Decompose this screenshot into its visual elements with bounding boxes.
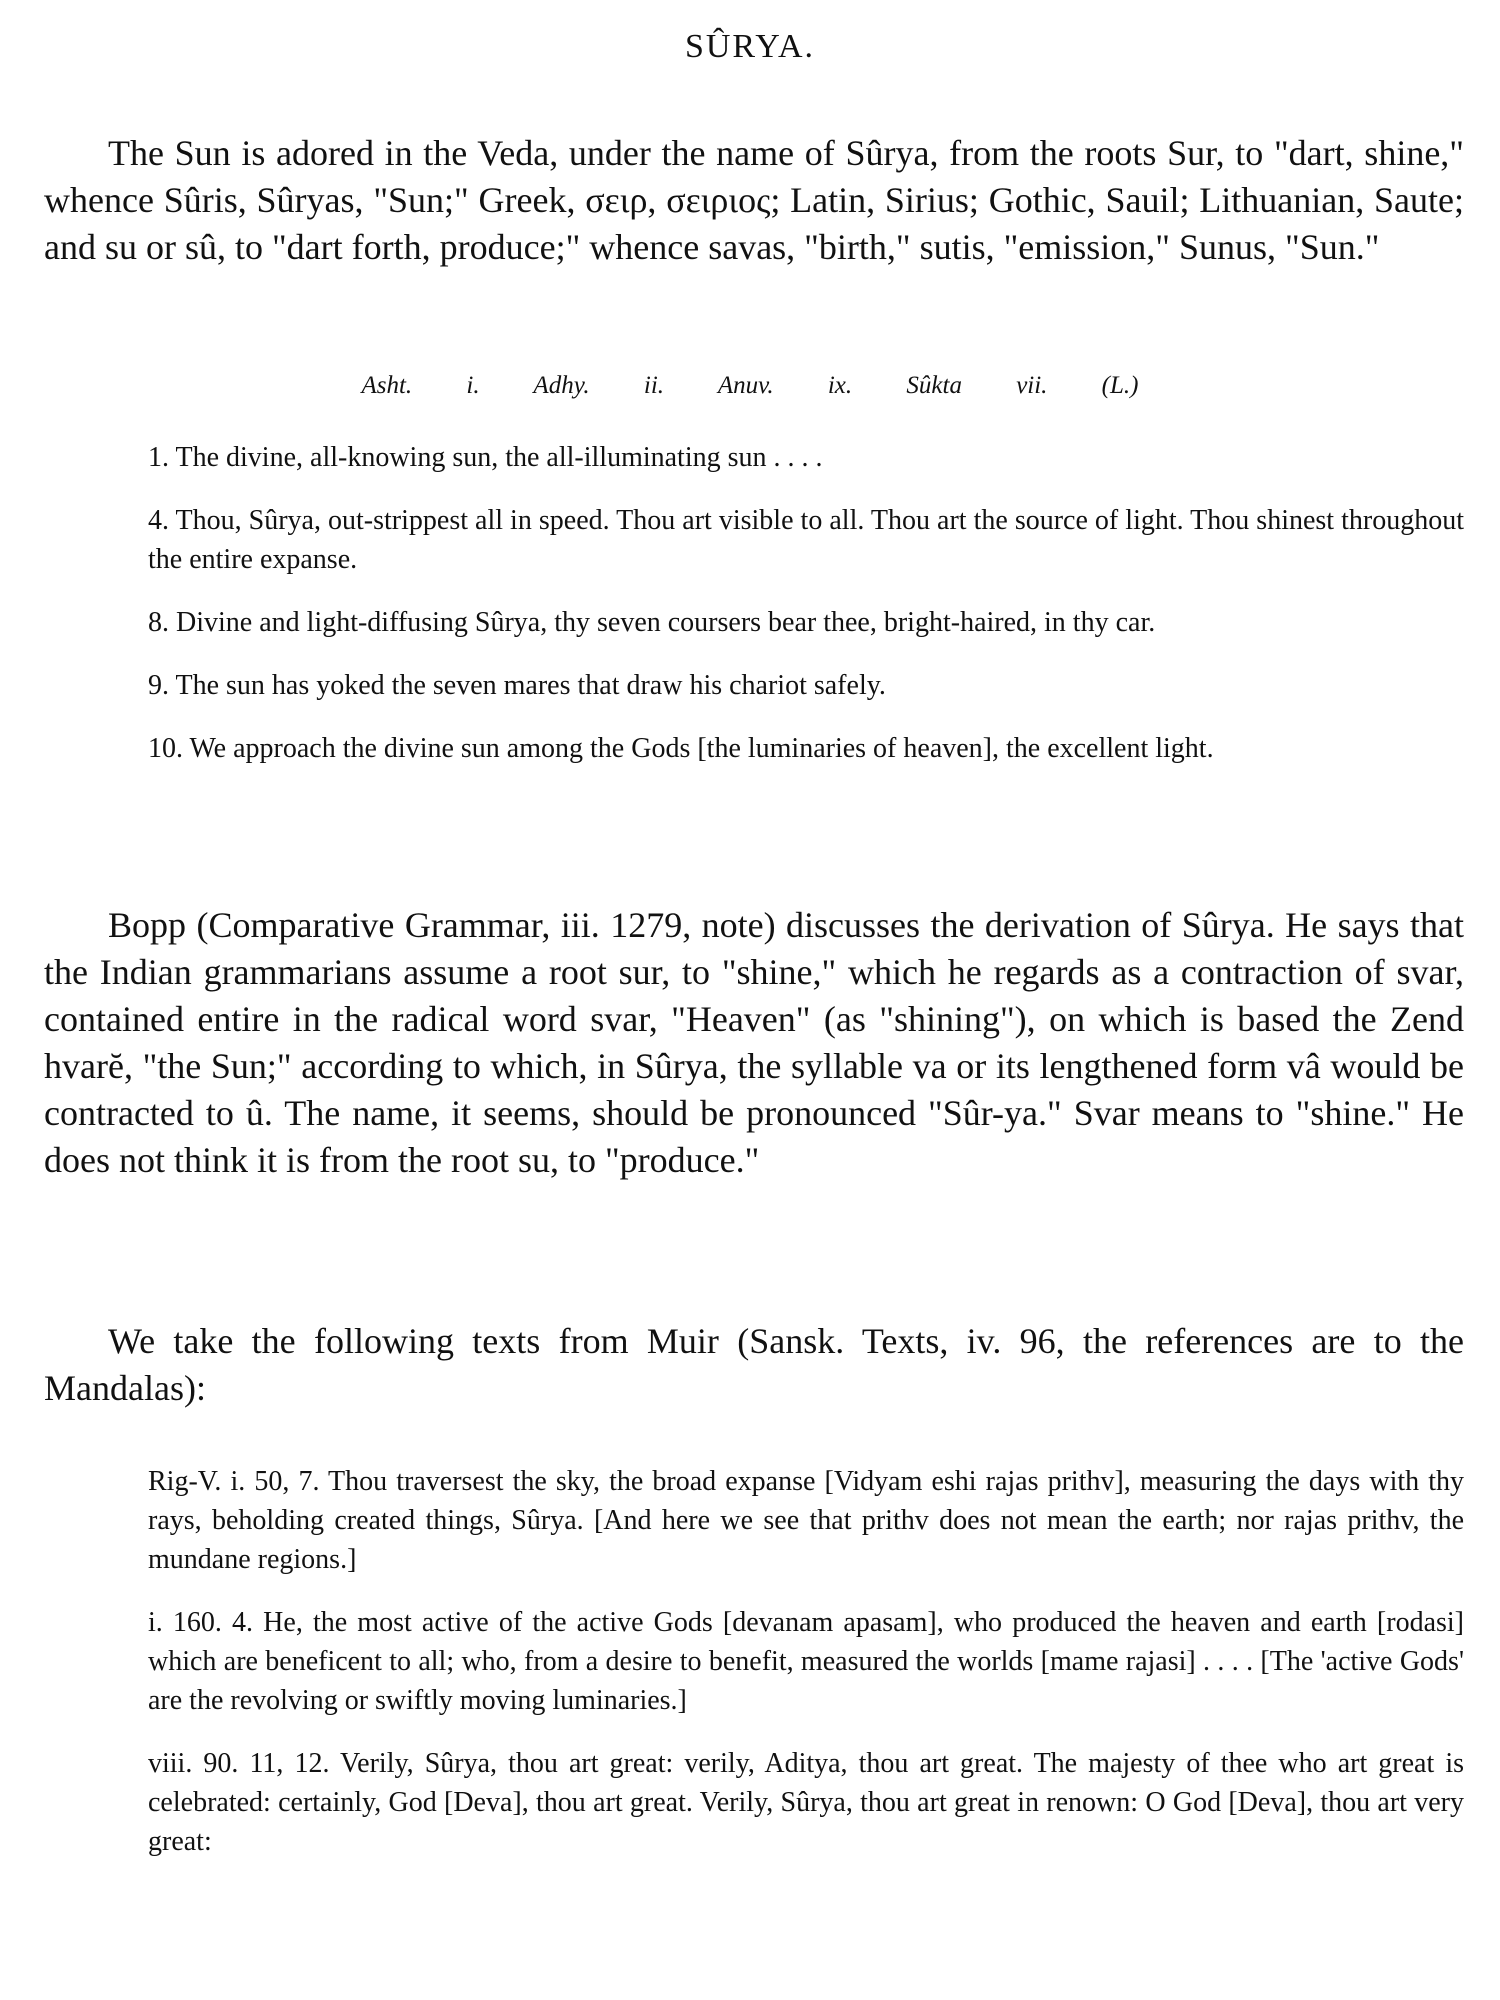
muir-intro-text: We take the following texts from Muir (Sansk. Texts, iv. 96, the references are to the Mandalas):: [44, 1321, 1464, 1408]
page-title: SÛRYA.: [684, 28, 816, 65]
muir-intro-paragraph: [44, 1318, 1464, 1412]
bopp-paragraph: [44, 902, 1464, 1184]
verse-item: 10. We approach the divine sun among the Gods [the luminaries of heaven], the excellent light.: [148, 733, 1214, 764]
muir-texts-block: [148, 1462, 1464, 1861]
intro-paragraph: [44, 130, 1464, 271]
verse-item: 4. Thou, Sûrya, out-strippest all in speed. Thou art visible to all. Thou art the source of light. Thou shinest throughout the entire expanse.: [148, 505, 1464, 575]
verse-item: 8. Divine and light-diffusing Sûrya, thy seven coursers bear thee, bright-haired, in thy car.: [148, 607, 1156, 638]
reference-line: Asht. i. Adhy. ii. Anuv. ix. Sûkta vii. (L.): [361, 372, 1139, 399]
text-item: viii. 90. 11, 12. Verily, Sûrya, thou art great: verily, Aditya, thou art great. The majesty of thee who art great is celebrated: certainly, God [Deva], thou art great. Verily, Sûrya, thou art great in renown: O God [Deva], thou art very great:: [148, 1748, 1464, 1857]
verses-block: [148, 438, 1464, 768]
text-item: Rig-V. i. 50, 7. Thou traversest the sky, the broad expanse [Vidyam eshi rajas prithv], measuring the days with thy rays, beholding created things, Sûrya. [And here we see that prithv does not mean the earth; nor rajas prithv, the mundane regions.]: [148, 1466, 1464, 1575]
verse-item: 1. The divine, all-knowing sun, the all-illuminating sun . . . .: [148, 442, 823, 473]
text-item: i. 160. 4. He, the most active of the active Gods [devanam apasam], who produced the heaven and earth [rodasi] which are beneficent to all; who, from a desire to benefit, measured the worlds [mame rajasi] . . . . [The 'active Gods' are the revolving or swiftly moving luminaries.]: [148, 1607, 1464, 1716]
intro-text: The Sun is adored in the Veda, under the name of Sûrya, from the roots Sur, to "dart, shine," whence Sûris, Sûryas, "Sun;" Greek, σειρ, σειριος; Latin, Sirius; Gothic, Sauil; Lithuanian, Saute; and su or sû, to "dart forth, produce;" whence savas, "birth," sutis, "emission," Sunus, "Sun.": [44, 133, 1464, 267]
bopp-text: Bopp (Comparative Grammar, iii. 1279, note) discusses the derivation of Sûrya. He says that the Indian grammarians assume a root sur, to "shine," which he regards as a contraction of svar, contained entire in the radical word svar, "Heaven" (as "shining"), on which is based the Zend hvarĕ, "the Sun;" according to which, in Sûrya, the syllable va or its lengthened form vâ would be contracted to û. The name, it seems, should be pronounced "Sûr-ya." Svar means to "shine." He does not think it is from the root su, to "produce.": [44, 905, 1464, 1180]
verse-item: 9. The sun has yoked the seven mares that draw his chariot safely.: [148, 670, 886, 701]
